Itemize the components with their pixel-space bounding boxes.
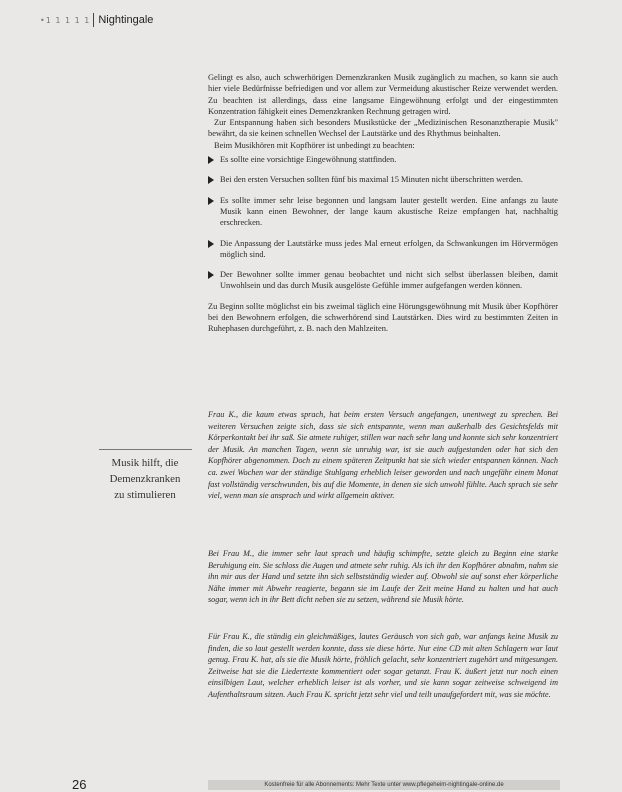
margin-note-rule — [99, 449, 192, 450]
triangle-bullet-icon — [208, 156, 214, 164]
margin-note-line: Demenzkranken — [109, 473, 181, 485]
case-example-3: Für Frau K., die ständig ein gleichmäßiges, lautes Geräusch von sich gab, war anfangs keine Musik zu finden, die so laut gestellt werden konnte, dass sie diese hörte. Nur eine CD mit alten Schlagern war laut genug. Frau K. hat, als sie die Musik hörte, fröhlich gelacht, sehr konzentriert zugehört und mitgesungen. Zeitweise hat sie die Liedertexte kommentiert oder sogar getanzt. Frau K. äußert jetzt nur noch einen einsilbigen Laut, welcher erheblich leiser ist als vorher, und sie kann sogar zeitweise schweigend im Aufenthaltsraum sitzen. Auch Frau K. spricht jetzt sehr viel und teilt unaufgefordert mit, was sie möchte. — [208, 632, 558, 699]
main-text — [208, 72, 558, 335]
triangle-bullet-icon — [208, 240, 214, 248]
paragraph-3: Beim Musikhören mit Kopfhörer ist unbedingt zu beachten: — [214, 140, 415, 150]
bullet-list — [208, 154, 558, 292]
bullet-item: Es sollte eine vorsichtige Eingewöhnung stattfinden. — [208, 154, 558, 165]
margin-note-line: zu stimulieren — [114, 489, 176, 501]
bullet-item: Bei den ersten Versuchen sollten fünf bis maximal 15 Minuten nicht überschritten werden. — [208, 174, 558, 185]
header-title: Nightingale — [98, 14, 154, 26]
footer-banner: Kostenfreie für alle Abonnements: Mehr Texte unter www.pflegeheim-nightingale-online.de — [208, 780, 560, 790]
running-header — [40, 11, 153, 29]
header-divider — [93, 13, 94, 27]
margin-note — [95, 449, 195, 503]
margin-note-line: Musik hilft, die — [111, 457, 179, 469]
triangle-bullet-icon — [208, 176, 214, 184]
paragraph-2: Zur Entspannung haben sich besonders Musikstücke der „Medizinischen Resonanztherapie Musik" bewährt, da sie keinen schnellen Wechsel der Lautstärke und des Rhythmus beinhalten. — [208, 118, 558, 139]
bullet-item: Der Bewohner sollte immer genau beobachtet und nicht sich selbst überlassen bleiben, damit Unwohlsein und das durch Musik ausgelöste Gefühle immer aufgefangen werden können. — [208, 269, 558, 292]
case-example-1: Frau K., die kaum etwas sprach, hat beim ersten Versuch angefangen, unentwegt zu sprechen. Bei weiteren Versuchen zeigte sich, dass sie sich entspannte, wenn man außerhalb des Gesichtsfelds mit Körperkontakt bei ihr saß. Sie atmete ruhiger, stillen war nach sehr lang und konnte sich sehr konzentriert der Musik. An manchen Tagen, wenn sie unruhig war, ist sie auch aufgestanden oder hat sich den Kopfhörer abgenommen. Doch zu einem späteren Zeitpunkt hat sie sich wieder entspannen können. Nach ca. zwei Wochen war der ständige Stuhlgang erheblich leiser geworden und nach ungefähr einem Monat fast vollständig verschwunden, bis auf die Momente, in denen sie sich unwohl fühlte. Auch sprach sie sehr viel, wenn man sie ansprach und wirkt allgemein aktiver. — [208, 410, 558, 501]
case-example-2: Bei Frau M., die immer sehr laut sprach und häufig schimpfte, setzte gleich zu Beginn eine starke Beruhigung ein. Sie schloss die Augen und atmete sehr ruhig. Als ich ihr den Kopfhörer abnahm, nahm sie ihn mir aus der Hand und setzte ihn sich selbstständig wieder auf. Obwohl sie auf sonst eher körperliche Nähe immer mit Abwehr reagierte, begann sie im Laufe der Zeit meine Hand zu halten und hat auch sogar, wenn ich in ihr Bett dicht neben sie zu setzen, während sie Musik hörte. — [208, 549, 558, 605]
triangle-bullet-icon — [208, 271, 214, 279]
bullet-item: Die Anpassung der Lautstärke muss jedes Mal erneut erfolgen, da Schwankungen im Hörvermögen möglich sind. — [208, 238, 558, 261]
bullet-item: Es sollte immer sehr leise begonnen und langsam lauter gestellt werden. Eine anfangs zu laute Musik kann einen Bewohner, der lange kaum akustische Reize empfangen hat, nachhaltig erschrecken. — [208, 195, 558, 229]
triangle-bullet-icon — [208, 197, 214, 205]
page-number: 26 — [72, 777, 87, 792]
paragraph-4: Zu Beginn sollte möglichst ein bis zweimal täglich eine Hörungsgewöhnung mit Musik über Kopfhörer bei den Bewohnern erfolgen, die schwerhörend sind Lautstärken. Dies wird zu bestimmten Zeiten in Ruhephasen durchgeführt, z. B. nach den Mahlzeiten. — [208, 301, 558, 334]
header-dots: •1 1 1 1 1 — [40, 15, 91, 25]
paragraph-1: Gelingt es also, auch schwerhörigen Demenzkranken Musik zugänglich zu machen, so kann sie auch hier viele Bedürfnisse befriedigen und vor allem zur Vermeidung akustischer Reize verwendet werden. Zu beachten ist allerdings, dass eine langsame Eingewöhnung erfolgt und der eingestimmten Konzentration fähigkeit eines Demenzkranken Rechnung getragen wird. — [208, 73, 558, 116]
